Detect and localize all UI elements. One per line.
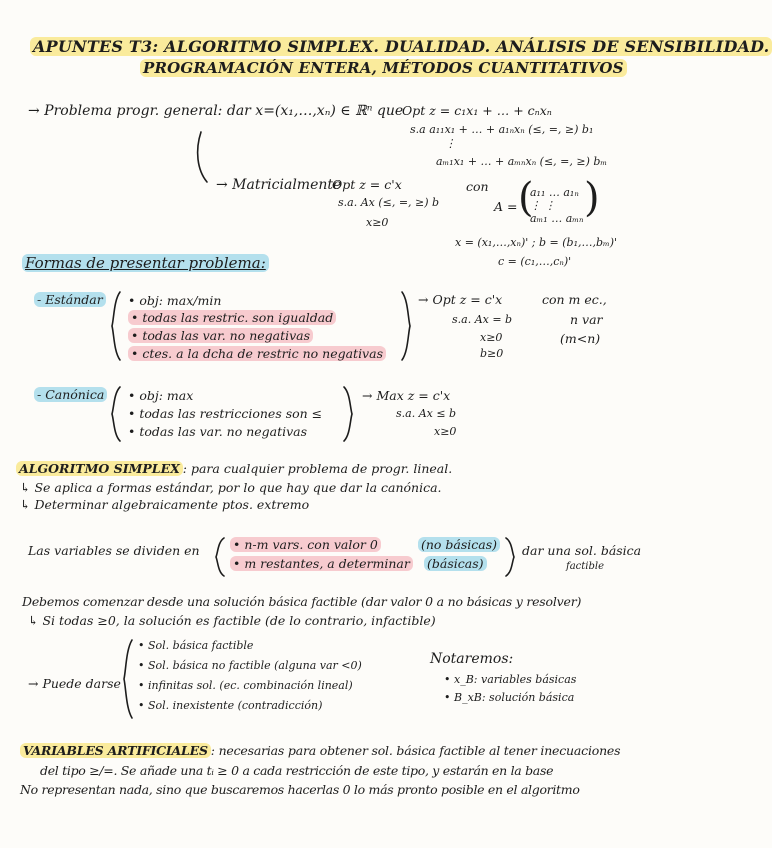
puede-lead: → Puede darse: [28, 676, 121, 691]
estandar-opt: → Opt z = c'x: [418, 292, 503, 307]
estandar-b: b≥0: [480, 347, 504, 360]
canonica-item-2: • todas las restricciones son ≤: [128, 406, 323, 421]
estandar-item-4: • ctes. a la dcha de restric no negativas: [128, 347, 386, 361]
matrix-right-paren: ): [584, 175, 600, 221]
general-opt: Opt z = c₁x₁ + … + cₙxₙ: [402, 103, 552, 118]
vectors-line-2: c = (c₁,…,cₙ)': [498, 255, 572, 268]
matrix-row-3: aₘ₁ … aₘₙ: [530, 212, 584, 225]
comenzar-line-2: ↳ Si todas ≥0, la solución es factible (de lo contrario, infactible): [28, 613, 436, 628]
puede-brace: [122, 638, 136, 720]
general-lead: → Problema progr. general: dar x=(x₁,…,xₙ) ∈ ℝⁿ que: [28, 103, 404, 119]
notaremos-heading: Notaremos:: [430, 651, 514, 667]
simplex-heading: ALGORITMO SIMPLEX : para cualquier problema de progr. lineal.: [16, 462, 452, 476]
matrix-left-paren: (: [518, 175, 534, 221]
estandar-item-2: • todas las restric. son igualdad: [128, 311, 336, 325]
formas-heading: Formas de presentar problema:: [22, 255, 269, 272]
artificiales-line-1: VARIABLES ARTIFICIALES : necesarias para obtener sol. básica factible al tener inecuaciones: [20, 744, 620, 758]
matrix-row-1: a₁₁ … a₁ₙ: [530, 186, 579, 199]
notaremos-item-1: • x_B: variables básicas: [444, 673, 577, 686]
title-line-1: APUNTES T3: ALGORITMO SIMPLEX. DUALIDAD. ANÁLISIS DE SENSIBILIDAD.: [30, 38, 772, 56]
matricial-x: x≥0: [366, 216, 389, 229]
variables-tail-2: factible: [566, 561, 604, 572]
con-label: con: [466, 179, 489, 194]
estandar-label: - Estándar: [34, 293, 106, 307]
comenzar-line-1: Debemos comenzar desde una solución básica factible (dar valor 0 a no básicas y resolver): [22, 594, 582, 609]
variables-tail: dar una sol. básica: [522, 543, 642, 558]
variables-lead: Las variables se dividen en: [28, 543, 200, 558]
canonica-label: - Canónica: [34, 388, 107, 402]
curve-arrow: [195, 130, 215, 190]
puede-item-2: • Sol. básica no factible (alguna var <0): [138, 659, 362, 672]
estandar-sa: s.a. Ax = b: [452, 313, 513, 326]
notaremos-item-2: • B_xB: solución básica: [444, 691, 575, 704]
matricial-label: → Matricialmente: [216, 177, 342, 193]
canonica-x: x≥0: [434, 425, 457, 438]
matricial-sa: s.a. Ax (≤, =, ≥) b: [338, 196, 440, 209]
estandar-brace: [110, 290, 124, 362]
general-dots: ⋮: [445, 137, 456, 150]
estandar-item-1: • obj: max/min: [128, 293, 222, 308]
puede-item-1: • Sol. básica factible: [138, 639, 254, 652]
estandar-mn: (m<n): [560, 331, 601, 346]
artificiales-line-2: del tipo ≥/=. Se añade una tᵢ ≥ 0 a cada restricción de este tipo, y estarán en la base: [40, 763, 554, 778]
estandar-item-3: • todas las var. no negativas: [128, 329, 313, 343]
variables-close-brace: [502, 536, 516, 578]
simplex-line-2: ↳ Determinar algebraicamente ptos. extremo: [20, 497, 310, 512]
canonica-item-1: • obj: max: [128, 388, 194, 403]
variables-no-basicas: (no básicas): [418, 538, 500, 552]
matricial-opt: Opt z = c'x: [332, 177, 402, 192]
vectors-line-1: x = (x₁,…,xₙ)' ; b = (b₁,…,bₘ)': [455, 236, 618, 249]
variables-basicas: (básicas): [424, 557, 487, 571]
variables-brace: [214, 536, 228, 578]
artificiales-line-3: No representan nada, sino que buscaremos hacerlas 0 lo más pronto posible en el algoritmo: [20, 782, 580, 797]
canonica-max: → Max z = c'x: [362, 388, 451, 403]
canonica-close-brace: [340, 385, 354, 443]
puede-item-3: • infinitas sol. (ec. combinación lineal): [138, 679, 353, 692]
simplex-line-1: ↳ Se aplica a formas estándar, por lo que hay que dar la canónica.: [20, 480, 442, 495]
variables-item-1: • n-m vars. con valor 0: [230, 538, 381, 552]
variables-item-2: • m restantes, a determinar: [230, 557, 413, 571]
general-sa1: s.a a₁₁x₁ + … + a₁ₙxₙ (≤, =, ≥) b₁: [410, 123, 594, 136]
canonica-sa: s.a. Ax ≤ b: [396, 407, 457, 420]
title-line-2: PROGRAMACIÓN ENTERA, MÉTODOS CUANTITATIVOS: [140, 60, 627, 77]
canonica-brace: [110, 385, 124, 443]
general-sam: aₘ₁x₁ + … + aₘₙxₙ (≤, =, ≥) bₘ: [436, 155, 608, 168]
matrix-A-label: A =: [494, 199, 518, 214]
estandar-close-brace: [398, 290, 412, 362]
estandar-var: n var: [570, 312, 603, 327]
matrix-row-2: ⋮ ⋮: [530, 199, 556, 212]
canonica-item-3: • todas las var. no negativas: [128, 424, 308, 439]
puede-item-4: • Sol. inexistente (contradicción): [138, 699, 323, 712]
estandar-x: x≥0: [480, 331, 503, 344]
estandar-ec: con m ec.,: [542, 292, 607, 307]
